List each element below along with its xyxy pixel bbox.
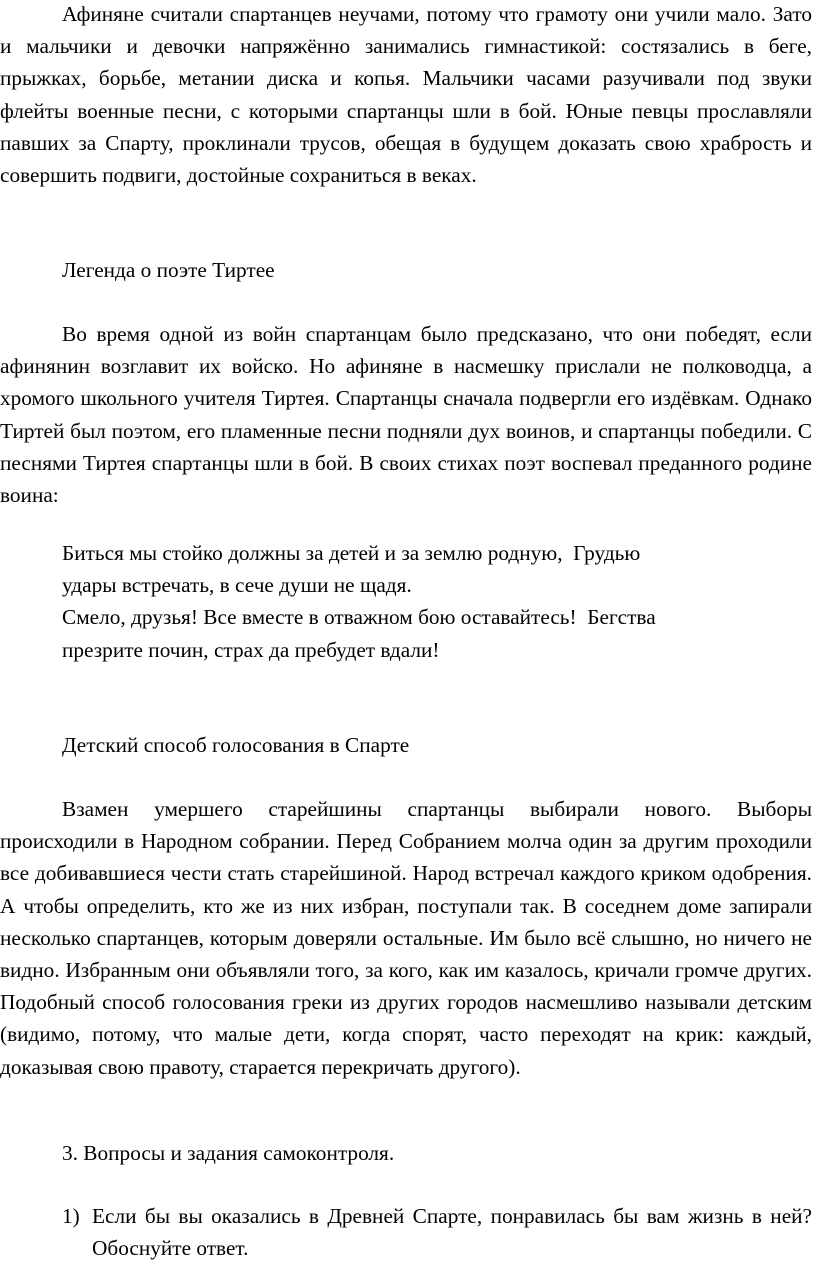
question-number: 1) [62,1204,80,1228]
poem-line-3: Смело, друзья! Все вместе в отважном бою оставайтесь! Бегства [62,605,656,630]
heading-voting-method: Детский способ голосования в Спарте [62,733,410,757]
poem-line-1: Биться мы стойко должны за детей и за землю родную, Грудью [62,541,641,565]
list-item [62,1200,812,1264]
heading-tyrtaeus-legend: Легенда о поэте Тиртее [62,258,275,282]
poem-block [62,537,782,666]
question-text: Если бы вы оказались в Древней Спарте, понравилась бы вам жизнь в ней? Обоснуйте ответ. [92,1204,812,1261]
paragraph-spartan-education: Афиняне считали спартанцев неучами, потому что грамоту они учили мало. Зато и мальчики и девочки напряжённо занимались гимнастикой: состязались в беге, прыжках, борьбе, метании диска и копья. Мальчики часами разучивали под звуки флейты военные песни, с которыми спартанцы шли в бой. Юные певцы прославляли павших за Спарту, проклинали трусов, обещая в будущем доказать свою храбрость и совершить подвиги, достойные сохраниться в веках. [0,2,812,188]
poem-line-4: презрите почин, страх да пребудет вдали! [62,637,440,662]
poem-line-2: удары встречать, в сече души не щадя. [62,573,412,598]
paragraph-voting-method: Взамен умершего старейшины спартанцы выбирали нового. Выборы происходили в Народном собрании. Перед Собранием молча один за другим проходили все добивавшиеся чести стать старейшиной. Народ встречал каждого криком одобрения. А чтобы определить, кто же из них избран, поступали так. В соседнем доме запирали несколько спартанцев, которым доверяли остальные. Им было всё слышно, но ничего не видно. Избранным они объявляли того, за кого, как им казалось, кричали громче других. Подобный способ голосования греки из других городов насмешливо называли детским (видимо, потому, что малые дети, когда спорят, часто переходят на крик: каждый, доказывая свою правоту, старается перекричать другого). [0,797,812,1079]
heading-self-check-questions: 3. Вопросы и задания самоконтроля. [62,1141,395,1165]
questions-list [62,1200,812,1264]
paragraph-tyrtaeus-legend: Во время одной из войн спартанцам было предсказано, что они победят, если афинянин возглавит их войско. Но афиняне в насмешку прислали не полководца, а хромого школьного учителя Тиртея. Спартанцы сначала подвергли его издёвкам. Однако Тиртей был поэтом, его пламенные песни подняли дух воинов, и спартанцы победили. С песнями Тиртея спартанцы шли в бой. В своих стихах поэт воспевал преданного родине воина: [0,322,812,508]
